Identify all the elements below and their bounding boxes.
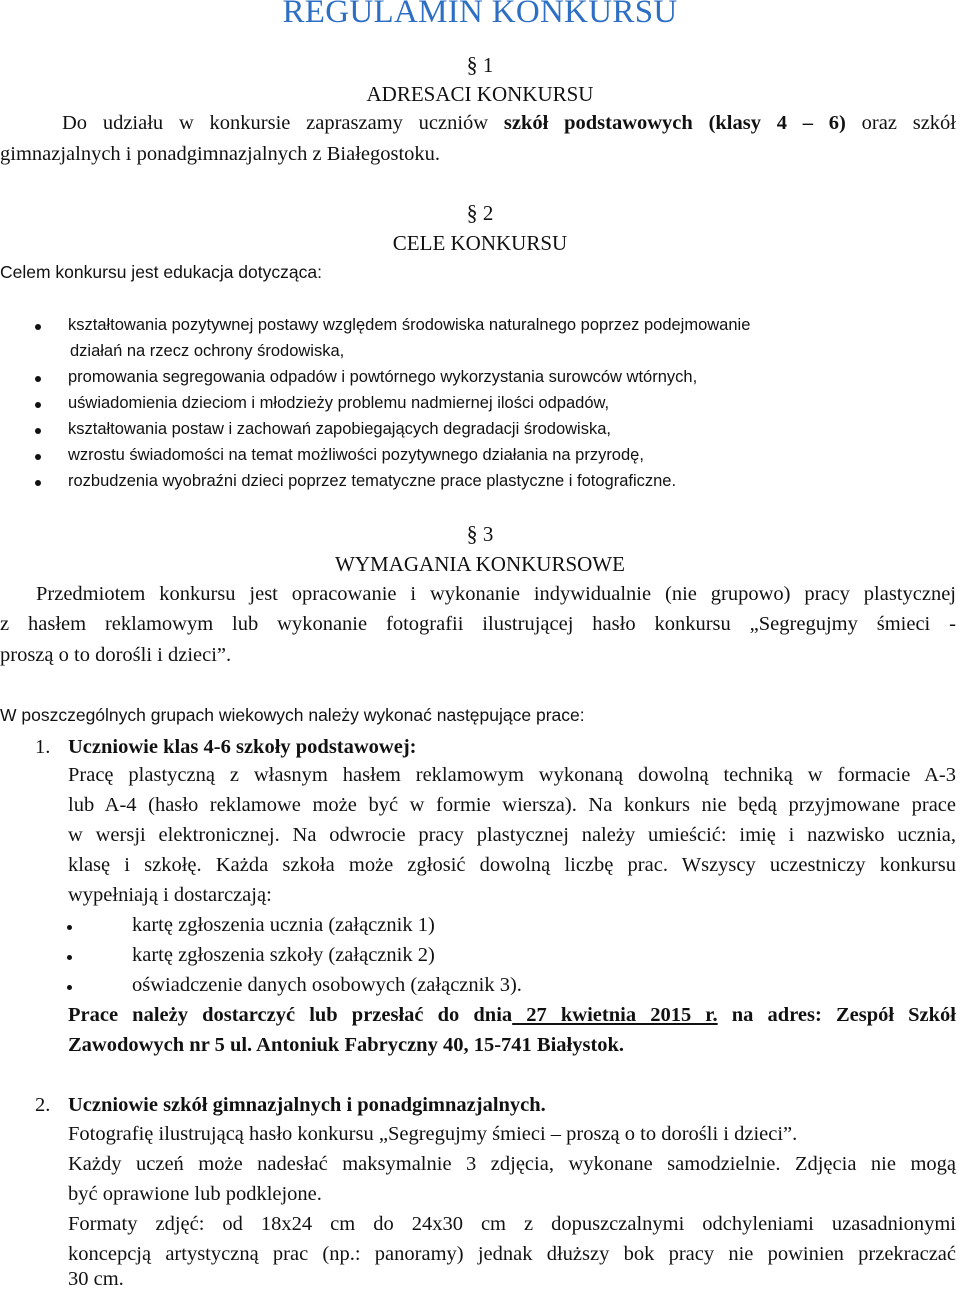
section-3-heading: WYMAGANIA KONKURSOWE (335, 552, 625, 576)
goal-item: rozbudzenia wyobraźni dzieci poprzez tematyczne prace plastyczne i fotograficzne. (68, 472, 677, 490)
section-sign-icon: § (466, 200, 478, 225)
section-1-number: § 1 (466, 52, 494, 77)
goal-item: promowania segregowania odpadów i powtórnego wykorzystania surowców wtórnych, (68, 368, 698, 386)
section-2-number: § 2 (466, 200, 494, 225)
group-2-line: 30 cm. (68, 1268, 124, 1290)
page-title: REGULAMIN KONKURSU (282, 0, 678, 30)
bullet-icon (67, 985, 72, 990)
group-1-line: lub A-4 (hasło reklamowe może być w formie wiersza). Na konkurs nie będą przyjmowane prace (68, 794, 956, 816)
deadline-date: 27 kwietnia 2015 r. (512, 1004, 718, 1026)
bullet-icon (35, 428, 41, 434)
group-2-number: 2. (35, 1094, 51, 1116)
bullet-icon (35, 376, 41, 382)
bullet-icon (35, 402, 41, 408)
group-1-line: wypełniają i dostarczają: (68, 884, 272, 906)
requirements-line-1: Przedmiotem konkursu jest opracowanie i wykonanie indywidualnie (nie grupowo) pracy plastycznej (36, 583, 956, 605)
delivery-address: Zawodowych nr 5 ul. Antoniuk Fabryczny 40, 15-741 Białystok. (68, 1034, 625, 1056)
group-1-line: w wersji elektronicznej. Na odwrocie pracy plastycznej należy umieścić: imię i nazwisko ucznia, (68, 824, 956, 846)
bullet-icon (35, 454, 41, 460)
group-1-number: 1. (35, 736, 51, 758)
attachment-item: oświadczenie danych osobowych (załącznik 3). (132, 974, 522, 996)
attachment-item: kartę zgłoszenia szkoły (załącznik 2) (132, 944, 435, 966)
group-2-line: Formaty zdjęć: od 18x24 cm do 24x30 cm z dopuszczalnymi odchyleniami uzasadnionymi (68, 1213, 956, 1235)
section-sign-icon: § (466, 52, 478, 77)
section-3-number: § 3 (466, 521, 494, 546)
goal-item-continuation: działań na rzecz ochrony środowiska, (70, 342, 345, 360)
requirements-line-2: z hasłem reklamowym lub wykonanie fotografii ilustrującej hasło konkursu „Segregujmy śmieci - (0, 613, 956, 635)
group-1-heading: Uczniowie klas 4-6 szkoły podstawowej: (68, 736, 417, 758)
group-1-line: klasę i szkołę. Każda szkoła może zgłosić dowolną liczbę prac. Wszyscy uczestniczy konkursu (68, 854, 956, 876)
section-sign-icon: § (466, 521, 478, 546)
group-2-line: być oprawione lub podklejone. (68, 1183, 322, 1205)
goal-item: kształtowania postaw i zachowań zapobiegających degradacji środowiska, (68, 420, 611, 438)
section-2-heading: CELE KONKURSU (392, 231, 568, 255)
section-1-heading: ADRESACI KONKURSU (366, 82, 594, 106)
group-2-line: koncepcją artystyczną prac (np.: panoramy) jednak dłuższy bok pracy nie powinien przekraczać (68, 1243, 956, 1265)
bullet-icon (35, 324, 41, 330)
requirements-line-3: proszą o to dorośli i dzieci”. (0, 644, 232, 666)
section-1-line-2: gimnazjalnych i ponadgimnazjalnych z Białegostoku. (0, 143, 441, 165)
section-1-line-1: Do udziału w konkursie zapraszamy uczniów szkół podstawowych (klasy 4 – 6) oraz szkół (62, 112, 956, 134)
goal-item: kształtowania pozytywnej postawy względem środowiska naturalnego poprzez podejmowanie (68, 316, 751, 334)
bullet-icon (67, 925, 72, 930)
group-2-line: Fotografię ilustrującą hasło konkursu „Segregujmy śmieci – proszą o to dorośli i dzieci”. (68, 1123, 798, 1145)
goal-item: wzrostu świadomości na temat możliwości pozytywnego działania na przyrodę, (68, 446, 644, 464)
deadline-line: Prace należy dostarczyć lub przesłać do dnia 27 kwietnia 2015 r. na adres: Zespół Szkół (68, 1004, 956, 1026)
group-2-line: Każdy uczeń może nadesłać maksymalnie 3 zdjęcia, wykonane samodzielnie. Zdjęcia nie mogą (68, 1153, 956, 1175)
group-2-heading: Uczniowie szkół gimnazjalnych i ponadgimnazjalnych. (68, 1094, 546, 1116)
goal-item: uświadomienia dzieciom i młodzieży problemu nadmiernej ilości odpadów, (68, 394, 610, 412)
groups-intro: W poszczególnych grupach wiekowych należy wykonać następujące prace: (0, 705, 585, 725)
attachment-item: kartę zgłoszenia ucznia (załącznik 1) (132, 914, 435, 936)
bullet-icon (67, 955, 72, 960)
section-2-intro: Celem konkursu jest edukacja dotycząca: (0, 262, 322, 282)
group-1-line: Pracę plastyczną z własnym hasłem reklamowym wykonaną dowolną techniką w formacie A-3 (68, 764, 956, 786)
bullet-icon (35, 480, 41, 486)
